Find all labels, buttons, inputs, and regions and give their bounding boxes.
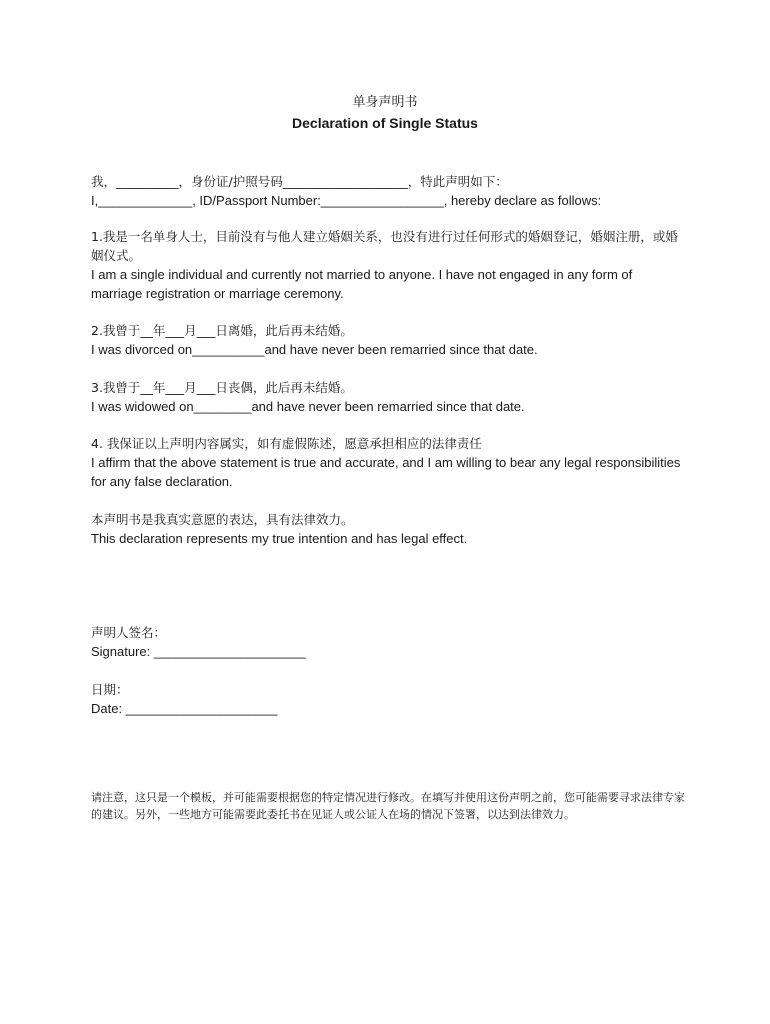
item-4-english: I affirm that the above statement is true and accurate, and I am willing to bear any legal responsibilities for any false declaration. xyxy=(91,455,685,489)
closing-english: This declaration represents my true intention and has legal effect. xyxy=(91,531,468,546)
declaration-item-2 xyxy=(91,321,681,359)
item-2-chinese: 2.我曾于__年___月___日离婚，此后再未结婚。 xyxy=(91,323,353,338)
signature-label-chinese: 声明人签名： xyxy=(91,625,167,640)
intro-english: I,_____________, ID/Passport Number:_________________, hereby declare as follows: xyxy=(91,193,602,208)
item-2-english: I was divorced on__________and have never been remarried since that date. xyxy=(91,342,538,357)
signature-block xyxy=(91,623,681,661)
item-4-chinese: 4. 我保证以上声明内容属实，如有虚假陈述，愿意承担相应的法律责任 xyxy=(91,436,482,451)
intro-block xyxy=(91,172,681,210)
declaration-item-3 xyxy=(91,378,681,416)
closing-chinese: 本声明书是我真实意愿的表达，具有法律效力。 xyxy=(91,512,354,527)
signature-line: Signature: _____________________ xyxy=(91,644,306,659)
closing-statement xyxy=(91,510,681,548)
item-3-english: I was widowed on________and have never been remarried since that date. xyxy=(91,399,525,414)
title-english: Declaration of Single Status xyxy=(292,115,478,131)
intro-chinese: 我，__________，身份证/护照号码____________________，特此声明如下： xyxy=(91,174,508,189)
template-note: 请注意，这只是一个模板，并可能需要根据您的特定情况进行修改。在填写并使用这份声明之前，您可能需要寻求法律专家的建议。另外，一些地方可能需要此委托书在见证人或公证人在场的情况下签署，以达到法律效力。 xyxy=(91,791,685,821)
declaration-item-1 xyxy=(91,227,681,303)
date-line: Date: _____________________ xyxy=(91,701,278,716)
declaration-item-4 xyxy=(91,434,685,491)
date-label-chinese: 日期： xyxy=(91,682,129,697)
item-3-chinese: 3.我曾于__年___月___日丧偶，此后再未结婚。 xyxy=(91,380,353,395)
date-block xyxy=(91,680,681,718)
item-1-english: I am a single individual and currently not married to anyone. I have not engaged in any form of marriage registration or marriage ceremony. xyxy=(91,267,636,301)
item-1-chinese: 1.我是一名单身人士，目前没有与他人建立婚姻关系，也没有进行过任何形式的婚姻登记，婚姻注册，或婚姻仪式。 xyxy=(91,229,678,263)
title-chinese: 单身声明书 xyxy=(352,95,418,110)
